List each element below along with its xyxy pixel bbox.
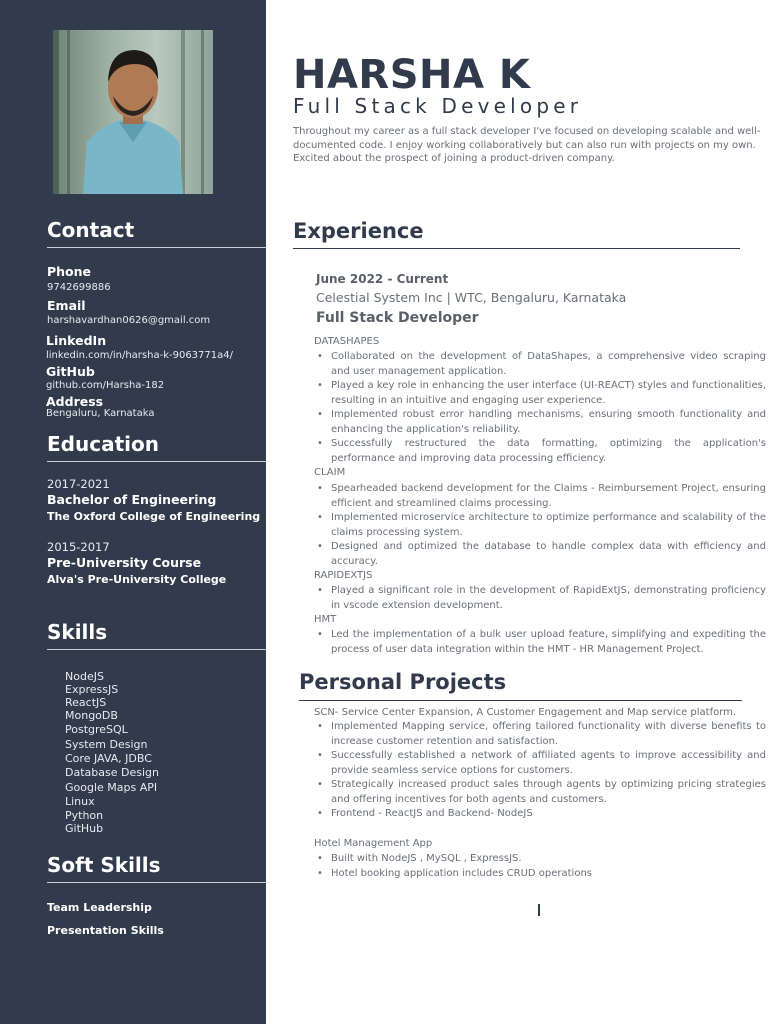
contact-heading: Contact [47, 218, 135, 242]
sidebar [0, 0, 266, 1024]
contact-divider [47, 247, 266, 248]
project-name-claim: CLAIM [314, 467, 346, 478]
bullet-item: • Implemented microservice architecture to optimize performance and scalability of the claims processing system. [314, 511, 766, 540]
summary-line: Throughout my career as a full stack developer I've focused on developing scalable and well- [293, 126, 761, 137]
experience-heading: Experience [293, 219, 424, 243]
summary-line: Excited about the prospect of joining a product-driven company. [293, 153, 615, 164]
project-name-hmt: HMT [314, 614, 337, 625]
skill-item: Google Maps API [65, 780, 158, 794]
text-cursor-icon [538, 904, 540, 916]
experience-role: Full Stack Developer [316, 310, 479, 326]
bullet-item: • Strategically increased product sales through agents by optimizing pricing strategies and offering incentives for both agents and customers. [314, 778, 766, 807]
profile-summary [293, 125, 768, 166]
phone-value: 9742699886 [47, 282, 111, 293]
project-name-hotel: Hotel Management App [314, 838, 433, 849]
skill-item: Core JAVA, JDBC [65, 752, 152, 765]
claim-bullets [314, 482, 766, 569]
bullet-item: • Played a key role in enhancing the user interface (UI-REACT) styles and functionalities, resulting in an intuitive and engaging user experience. [314, 379, 766, 408]
skill-item: MongoDB [65, 709, 118, 722]
bullet-item: • Frontend - ReactJS and Backend- NodeJS [314, 807, 766, 822]
project-name-scn: SCN- Service Center Expansion, A Customer Engagement and Map service platform. [314, 707, 737, 718]
hmt-bullets [314, 628, 766, 657]
skill-item: Database Design [65, 766, 159, 779]
skill-item: System Design [65, 737, 148, 751]
soft-skills-divider [47, 882, 266, 883]
personal-projects-heading: Personal Projects [299, 670, 507, 694]
profile-photo [53, 30, 213, 194]
soft-skills-heading: Soft Skills [47, 853, 161, 877]
personal-projects-divider [299, 700, 742, 701]
bullet-item: • Implemented robust error handling mechanisms, ensuring smooth functionality and enhancing the application's reliability. [314, 408, 766, 437]
skills-divider [47, 649, 266, 650]
project-name-rapidextjs: RAPIDEXTJS [314, 570, 373, 581]
summary-line: documented code. I enjoy working collaboratively but can also run with projects on my own. [293, 139, 756, 151]
skill-item: GitHub [65, 821, 104, 835]
skill-item: ExpressJS [65, 683, 119, 696]
soft-skill-item: Team Leadership [47, 901, 152, 914]
linkedin-link[interactable]: linkedin.com/in/harsha-k-9063771a4/ [46, 350, 233, 361]
education-years: 2015-2017 [47, 540, 110, 554]
bullet-item: • Successfully established a network of affiliated agents to improve accessibility and provide seamless service options for customers. [314, 749, 766, 778]
job-title: Full Stack Developer [293, 94, 583, 118]
bullet-item: • Hotel booking application includes CRUD operations [314, 867, 766, 882]
phone-label: Phone [47, 264, 92, 279]
education-school: Alva's Pre-University College [47, 573, 227, 586]
experience-company: Celestial System Inc | WTC, Bengaluru, Karnataka [316, 290, 627, 305]
github-label: GitHub [46, 364, 95, 379]
skill-item: NodeJS [65, 670, 104, 683]
skill-item: PostgreSQL [65, 723, 128, 736]
skill-item: Linux [65, 795, 95, 808]
bullet-item: • Collaborated on the development of DataShapes, a comprehensive video scraping and user management application. [314, 350, 766, 379]
candidate-name: HARSHA K [293, 52, 531, 98]
skills-heading: Skills [47, 620, 108, 644]
soft-skill-item: Presentation Skills [47, 924, 164, 937]
bullet-item: • Built with NodeJS , MySQL , ExpressJS. [314, 852, 766, 867]
experience-date: June 2022 - Current [316, 272, 449, 286]
linkedin-label: LinkedIn [46, 333, 107, 348]
bullet-item: • Implemented Mapping service, offering tailored functionality with diverse benefits to increase customer retention and satisfaction. [314, 720, 766, 749]
project-name-datashapes: DATASHAPES [314, 336, 380, 347]
bullet-item: • Played a significant role in the development of RapidExtJS, demonstrating proficiency in vscode extension development. [314, 584, 766, 613]
bullet-item: • Successfully restructured the data formatting, optimizing the application's performance and improving data processing efficiency. [314, 437, 766, 466]
skill-item: Python [65, 809, 104, 822]
education-degree: Bachelor of Engineering [47, 492, 217, 507]
education-school: The Oxford College of Engineering [47, 510, 261, 523]
datashapes-bullets [314, 350, 766, 466]
skill-item: ReactJS [65, 696, 107, 709]
bullet-item: • Designed and optimized the database to handle complex data with efficiency and accuracy. [314, 540, 766, 569]
bullet-item: • Led the implementation of a bulk user upload feature, simplifying and expediting the process of user data integration within the HMT - HR Management Project. [314, 628, 766, 657]
address-value: Bengaluru, Karnataka [46, 408, 155, 419]
education-years: 2017-2021 [47, 477, 110, 491]
education-heading: Education [47, 432, 159, 456]
experience-divider [293, 248, 740, 249]
rapidextjs-bullets [314, 584, 766, 613]
email-link[interactable]: harshavardhan0626@gmail.com [47, 315, 211, 326]
email-label: Email [47, 298, 86, 313]
github-link[interactable]: github.com/Harsha-182 [46, 380, 165, 391]
education-degree: Pre-University Course [47, 555, 202, 570]
scn-bullets [314, 720, 766, 822]
hotel-bullets [314, 852, 766, 881]
bullet-item: • Spearheaded backend development for the Claims - Reimbursement Project, ensuring efficient and streamlined claims processing. [314, 482, 766, 511]
address-label: Address [46, 394, 104, 409]
education-divider [47, 461, 266, 462]
skills-list [65, 670, 159, 835]
